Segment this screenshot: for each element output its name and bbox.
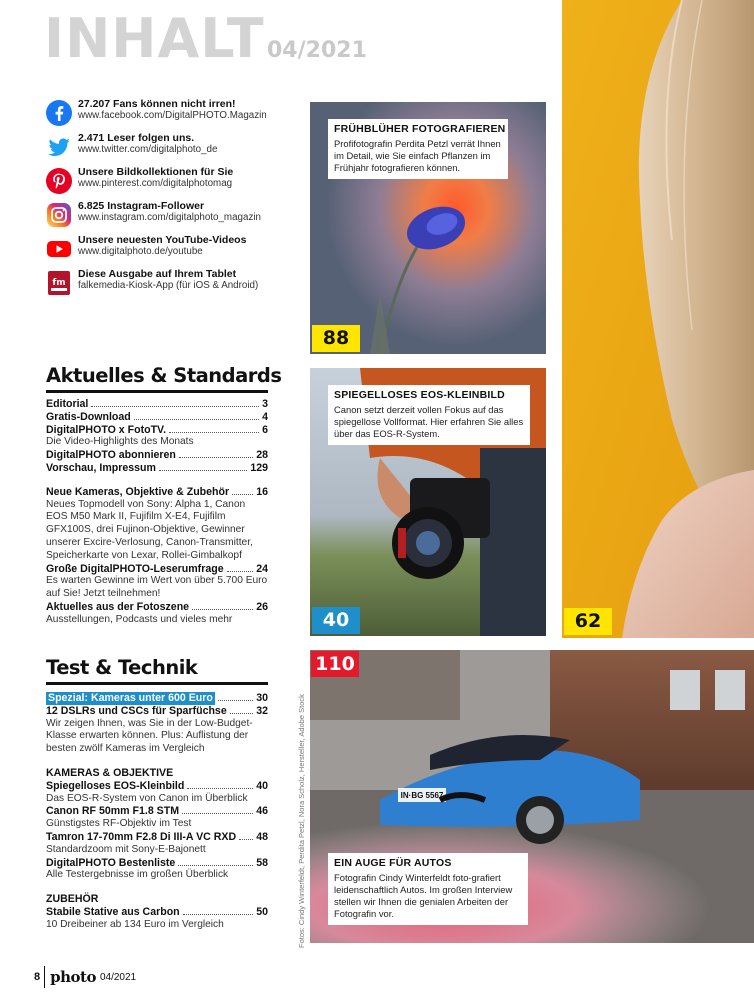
feature-fruehblueher[interactable] <box>310 102 546 354</box>
toc-spacer <box>46 756 268 767</box>
toc-entry-description: 10 Dreibeiner ab 134 Euro im Vergleich <box>46 918 224 930</box>
social-item[interactable] <box>46 132 298 166</box>
section-rule <box>46 390 268 393</box>
social-text <box>78 98 267 121</box>
toc-entry-line <box>46 424 268 437</box>
toc-leader-dots <box>227 571 254 572</box>
toc-entry-description: Ausstellungen, Podcasts und vieles mehr <box>46 613 233 625</box>
toc-spacer <box>46 882 268 893</box>
toc-leader-dots <box>232 494 253 495</box>
feature-autos[interactable] <box>310 650 754 943</box>
social-headline: 27.207 Fans können nicht irren! <box>78 98 236 110</box>
toc-entry-description: Neues Topmodell von Sony: Alpha 1, Canon EOS M50 Mark II, Fujifilm X-E4, Fujifilm GFX100S, drei Fujinon-Objektive, Gewinner unserer Excire-Verlosung, Canon-Transmitter, Speicherkarte von Lexar, Rollei-Gimbalkopf <box>46 498 253 561</box>
toc-entry-line <box>46 563 268 576</box>
toc-entry-title: 12 DSLRs und CSCs für Sparfüchse <box>46 704 227 717</box>
social-text <box>78 132 217 155</box>
toc-page-number: 3 <box>262 398 268 410</box>
toc-page-number: 16 <box>256 485 268 498</box>
toc-page-number: 58 <box>256 856 268 869</box>
page-badge-110: 110 <box>311 651 359 677</box>
toc-entry-title: Gratis-Download <box>46 410 131 423</box>
facebook-icon <box>46 100 72 126</box>
toc-page-number: 24 <box>256 562 268 575</box>
social-headline: Unsere Bildkollektionen für Sie <box>78 166 234 178</box>
toc-entry[interactable] <box>46 563 268 601</box>
toc-entry-title: Große DigitalPHOTO-Leserumfrage <box>46 562 224 575</box>
portrait-photo[interactable] <box>562 0 754 638</box>
page-title: INHALT <box>44 7 265 70</box>
toc-leader-dots <box>179 457 253 458</box>
social-headline: 6.825 Instagram-Follower <box>78 200 205 212</box>
toc-page-number: 28 <box>256 449 268 462</box>
social-headline: Diese Ausgabe auf Ihrem Tablet <box>78 268 237 280</box>
caption-text: Profifotografin Perdita Petzl verrät Ihnen im Detail, wie Sie einfach Pflanzen im Frühjahr fotografieren können. <box>334 137 501 173</box>
social-text <box>78 166 233 189</box>
toc-page-number: 6 <box>262 423 268 436</box>
photo-credit: Fotos: Cindy Winterfeldt, Perdita Petzl, Nora Scholz, Hersteller, Adobe Stock <box>297 694 306 948</box>
toc-leader-dots <box>182 813 253 814</box>
license-plate: IN·BG 5567 <box>400 790 444 800</box>
toc-entry-title: DigitalPHOTO abonnieren <box>46 449 176 462</box>
toc-entry-line <box>46 831 268 844</box>
toc-leader-dots <box>159 470 247 471</box>
toc-entry[interactable] <box>46 411 268 424</box>
social-item[interactable] <box>46 98 298 132</box>
toc-entry[interactable] <box>46 486 268 563</box>
toc-leader-dots <box>187 788 253 789</box>
toc-entry-description: Alle Testergebnisse im großen Überblick <box>46 869 229 881</box>
toc-entry-title: Canon RF 50mm F1.8 STM <box>46 805 180 818</box>
page-badge-40: 40 <box>312 607 360 634</box>
toc-entry[interactable] <box>46 805 268 831</box>
toc-entry-title: Editorial <box>46 398 89 410</box>
toc-leader-dots <box>134 419 259 420</box>
instagram-icon <box>46 202 72 228</box>
caption-heading: SPIEGELLOSES EOS-KLEINBILD <box>334 389 505 401</box>
toc-entry[interactable] <box>46 831 268 857</box>
page-badge-88: 88 <box>312 325 360 352</box>
toc-entry-line <box>46 398 268 411</box>
toc-entry-line <box>46 411 268 424</box>
toc-entry[interactable] <box>46 857 268 883</box>
social-text <box>78 268 258 291</box>
toc-leader-dots <box>192 609 253 610</box>
toc-entry-description: Es warten Gewinne im Wert von über 5.700 Euro auf Sie! Jetzt teilnehmen! <box>46 575 268 600</box>
toc-entry[interactable] <box>46 424 268 450</box>
toc-aktuelles <box>46 398 268 627</box>
social-link[interactable]: www.instagram.com/digitalphoto_magazin <box>78 212 261 224</box>
footer-divider <box>44 966 45 988</box>
toc-entry-description: Die Video-Highlights des Monats <box>46 436 194 448</box>
social-link[interactable]: falkemedia-Kiosk-App (für iOS & Android) <box>78 280 259 292</box>
toc-entry-title: DigitalPHOTO x FotoTV. <box>46 423 167 436</box>
toc-entry-line <box>46 857 268 870</box>
page-number: 8 <box>34 971 41 983</box>
toc-entry-description: Das EOS-R-System von Canon im Überblick <box>46 792 248 804</box>
section-title-test-technik: Test & Technik <box>46 656 198 679</box>
caption-text: Canon setzt derzeit vollen Fokus auf das spiegellose Vollformat. Hier erfahren Sie alles über das EOS-R-System. <box>334 403 524 439</box>
svg-text:fm: fm <box>52 278 66 288</box>
toc-entry-line <box>46 780 268 793</box>
footer-issue: 04/2021 <box>99 971 137 983</box>
toc-entry-title: Vorschau, Impressum <box>46 461 156 474</box>
toc-entry-title: Stabile Stative aus Carbon <box>46 905 180 918</box>
section-rule <box>46 682 268 685</box>
toc-category: KAMERAS & OBJEKTIVE <box>46 766 174 779</box>
toc-leader-dots <box>239 839 253 840</box>
toc-leader-dots <box>218 700 253 701</box>
caption-fruehblueher <box>328 119 508 179</box>
toc-leader-dots <box>169 432 259 433</box>
toc-page-number: 46 <box>256 805 268 818</box>
section-title-aktuelles: Aktuelles & Standards <box>46 364 282 387</box>
toc-entry-title: Aktuelles aus der Fotoszene <box>46 600 190 613</box>
social-media-list <box>46 98 298 302</box>
toc-page-number: 40 <box>256 779 268 792</box>
toc-entry-title: DigitalPHOTO Bestenliste <box>46 856 176 869</box>
caption-heading: EIN AUGE FÜR AUTOS <box>334 857 452 869</box>
falkemedia-kiosk-icon <box>46 270 72 296</box>
toc-page-number: 30 <box>256 692 268 704</box>
social-text <box>78 200 261 223</box>
social-link[interactable]: www.twitter.com/digitalphoto_de <box>78 144 218 156</box>
toc-leader-dots <box>230 713 253 714</box>
toc-page-number: 50 <box>256 905 268 918</box>
toc-page-number: 4 <box>262 410 268 423</box>
toc-entry-title: Tamron 17-70mm F2.8 Di III-A VC RXD <box>46 830 237 843</box>
pinterest-icon <box>46 168 72 194</box>
social-item[interactable] <box>46 234 298 268</box>
social-item[interactable] <box>46 200 298 234</box>
toc-entry[interactable] <box>46 906 268 932</box>
social-link[interactable]: www.pinterest.com/digitalphotomag <box>78 178 233 190</box>
social-link[interactable]: www.facebook.com/DigitalPHOTO.Magazin <box>78 110 267 122</box>
issue-number: 04/2021 <box>267 38 367 63</box>
toc-entry[interactable] <box>46 692 268 705</box>
toc-entry-line <box>46 601 268 614</box>
social-headline: 2.471 Leser folgen uns. <box>78 132 195 144</box>
toc-entry[interactable] <box>46 780 268 806</box>
caption-text: Fotografin Cindy Winterfeldt foto-grafiert leidenschaftlich Autos. Im großen Interview stellen wir Ihnen die genialen Arbeiten der Fotografin vor. <box>334 871 513 919</box>
toc-entry-line <box>46 486 268 499</box>
toc-entry-line <box>46 449 268 462</box>
toc-entry-title: Spiegelloses EOS-Kleinbild <box>46 779 185 792</box>
digitalphoto-logo: photo <box>50 968 96 986</box>
toc-entry-line <box>46 705 268 718</box>
toc-entry-description: Wir zeigen Ihnen, was Sie in der Low-Budget-Klasse erwarten können. Plus: Auflistung der besten zwölf Kameras im Vergleich <box>46 717 253 755</box>
toc-entry-description: Günstigstes RF-Objektiv im Test <box>46 818 192 830</box>
toc-entry[interactable] <box>46 705 268 756</box>
toc-spacer <box>46 475 268 486</box>
toc-leader-dots <box>178 865 253 866</box>
toc-entry[interactable] <box>46 449 268 462</box>
toc-entry-title: Spezial: Kameras unter 600 Euro <box>48 692 213 704</box>
toc-page-number: 48 <box>256 830 268 843</box>
feature-eos[interactable] <box>310 368 546 636</box>
toc-page-number: 26 <box>256 600 268 613</box>
social-item[interactable] <box>46 166 298 200</box>
toc-entry-line <box>46 906 268 919</box>
page-footer <box>34 966 136 988</box>
page-badge-62: 62 <box>564 608 612 635</box>
toc-entry-line <box>46 805 268 818</box>
toc-entry-line <box>46 462 268 475</box>
toc-page-number: 32 <box>256 704 268 717</box>
caption-eos <box>328 385 530 445</box>
youtube-icon <box>46 236 72 262</box>
toc-entry[interactable] <box>46 398 268 411</box>
toc-entry-title: Neue Kameras, Objektive & Zubehör <box>46 485 230 498</box>
social-item[interactable] <box>46 268 298 302</box>
social-headline: Unsere neuesten YouTube-Videos <box>78 234 247 246</box>
toc-entry[interactable] <box>46 462 268 475</box>
toc-entry-line <box>46 692 268 705</box>
toc-leader-dots <box>91 406 259 407</box>
toc-entry-description: Standardzoom mit Sony-E-Bajonett <box>46 843 206 855</box>
social-text <box>78 234 246 257</box>
toc-leader-dots <box>183 914 254 915</box>
social-link[interactable]: www.digitalphoto.de/youtube <box>78 246 203 258</box>
caption-heading: FRÜHBLÜHER FOTOGRAFIEREN <box>334 123 506 135</box>
caption-autos <box>328 853 528 925</box>
portrait-image <box>562 0 754 638</box>
toc-entry[interactable] <box>46 601 268 627</box>
toc-test-technik <box>46 692 268 932</box>
twitter-icon <box>46 134 72 160</box>
toc-category: ZUBEHÖR <box>46 893 99 906</box>
toc-page-number: 129 <box>250 461 268 474</box>
